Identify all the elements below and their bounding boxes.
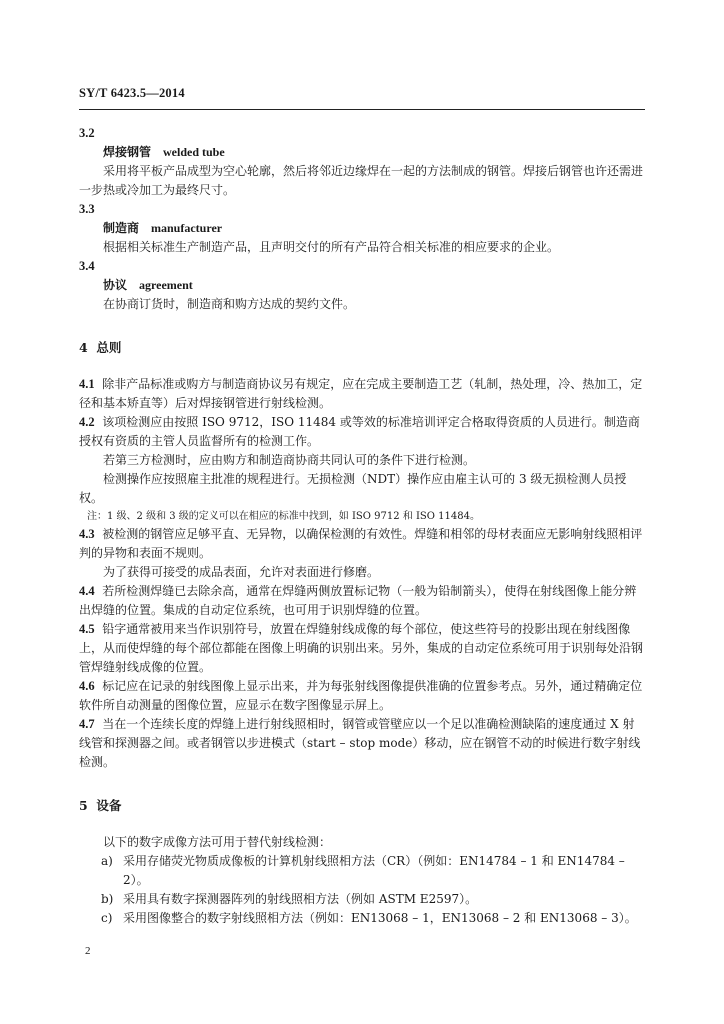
term-zh: 焊接钢管	[103, 145, 152, 159]
term-en: agreement	[139, 278, 193, 292]
definition-welded-tube: 采用将平板产品成型为空心轮廓，然后将邻近边缘焊在一起的方法制成的钢管。焊接后钢管也许还需进一步热或冷加工为最终尺寸。	[79, 164, 644, 197]
section-number: 4	[79, 340, 88, 355]
clause-number: 4.1	[79, 377, 95, 391]
clause-text: 被检测的钢管应足够平直、无异物，以确保检测的有效性。焊缝和相邻的母材表面应无影响射线照相评判的异物和表面不规则。	[79, 527, 643, 560]
clause-number: 4.5	[79, 622, 95, 636]
definition-agreement: 在协商订货时，制造商和购方达成的契约文件。	[103, 297, 356, 311]
clause-4-7	[79, 715, 645, 772]
standard-number-header: SY/T 6423.5—2014	[79, 86, 185, 100]
term-zh: 协议	[103, 278, 128, 292]
clause-text: 当在一个连续长度的焊缝上进行射线照相时，钢管或管壁应以一个足以准确检测缺陷的速度通过 X 射线管和探测器之间。或者钢管以步进模式（start – stop mode）移动，应在钢管不动的时候进行数字射线检测。	[79, 717, 641, 769]
clause-4-2-paragraph-3: 检测操作应按照雇主批准的规程进行。无损检测（NDT）操作应由雇主认可的 3 级无损检测人员授权。	[79, 472, 627, 505]
header-rule	[79, 109, 645, 110]
list-item-label: b)	[101, 892, 114, 906]
page-number: 2	[85, 945, 91, 957]
list-item-label: c)	[101, 911, 113, 925]
document-body	[79, 124, 645, 928]
clause-text: 标记应在记录的射线图像上显示出来，并为每张射线图像提供准确的位置参考点。另外，通过精确定位软件所自动测量的图像位置，应显示在数字图像显示屏上。	[79, 679, 643, 712]
note: 注：1 级、2 级和 3 级的定义可以在相应的标准中找到，如 ISO 9712 和 ISO 11484。	[87, 511, 480, 522]
section-title: 设备	[96, 798, 122, 813]
clause-4-2-paragraph-2: 若第三方检测时，应由购方和制造商协商共同认可的条件下进行检测。	[103, 453, 476, 467]
term-agreement	[79, 276, 645, 295]
term-welded-tube	[79, 143, 645, 162]
term-en: welded tube	[163, 145, 225, 159]
equipment-intro: 以下的数字成像方法可用于替代射线检测：	[103, 835, 332, 849]
clause-number-3-3: 3.3	[79, 202, 95, 216]
list-item	[79, 852, 645, 890]
definition-manufacturer: 根据相关标准生产制造产品，且声明交付的所有产品符合相关标准的相应要求的企业。	[103, 240, 560, 254]
term-zh: 制造商	[103, 221, 140, 235]
clause-text: 若所检测焊缝已去除余高，通常在焊缝两侧放置标记物（一般为铅制箭头），使得在射线图像上能分辨出焊缝的位置。集成的自动定位系统，也可用于识别焊缝的位置。	[79, 584, 637, 617]
clause-text: 该项检测应由按照 ISO 9712，ISO 11484 或等效的标准培训评定合格取得资质的人员进行。制造商授权有资质的主管人员监督所有的检测工作。	[79, 415, 640, 448]
list-item-label: a)	[101, 854, 113, 868]
clause-number-3-4: 3.4	[79, 259, 95, 273]
clause-number: 4.3	[79, 527, 95, 541]
term-manufacturer	[79, 219, 645, 238]
clause-4-3-paragraph-2: 为了获得可接受的成品表面，允许对表面进行修磨。	[103, 565, 380, 579]
clause-number: 4.2	[79, 415, 95, 429]
clause-text: 除非产品标准或购方与制造商协议另有规定，应在完成主要制造工艺（轧制，热处理，冷、热加工，定径和基本矫直等）后对焊接钢管进行射线检测。	[79, 377, 643, 410]
clause-number: 4.4	[79, 584, 95, 598]
list-item	[79, 909, 645, 928]
clause-4-4	[79, 582, 645, 620]
list-item-text: 采用具有数字探测器阵列的射线照相方法（例如 ASTM E2597）。	[123, 892, 478, 906]
clause-number-3-2: 3.2	[79, 126, 95, 140]
section-heading-4	[79, 338, 645, 357]
list-item-text: 采用图像整合的数字射线照相方法（例如：EN13068 – 1，EN13068 – 2 和 EN13068 – 3）。	[123, 911, 637, 925]
clause-4-2	[79, 413, 645, 451]
section-title: 总则	[96, 340, 122, 355]
clause-4-6	[79, 677, 645, 715]
clause-text: 铅字通常被用来当作识别符号，放置在焊缝射线成像的每个部位，使这些符号的投影出现在射线图像上，从而使焊缝的每个部位都能在图像上明确的识别出来。另外，集成的自动定位系统可用于识别每处沿钢管焊缝射线成像的位置。	[79, 622, 644, 674]
term-en: manufacturer	[151, 221, 223, 235]
list-item-text: 采用存储荧光物质成像板的计算机射线照相方法（CR）（例如：EN14784 – 1 和 EN14784 – 2）。	[123, 854, 625, 887]
clause-number: 4.6	[79, 679, 95, 693]
clause-4-5	[79, 620, 645, 677]
section-number: 5	[79, 798, 88, 813]
clause-4-1	[79, 375, 645, 413]
section-heading-5	[79, 796, 645, 815]
clause-4-3	[79, 525, 645, 563]
clause-number: 4.7	[79, 717, 95, 731]
list-item	[79, 890, 645, 909]
